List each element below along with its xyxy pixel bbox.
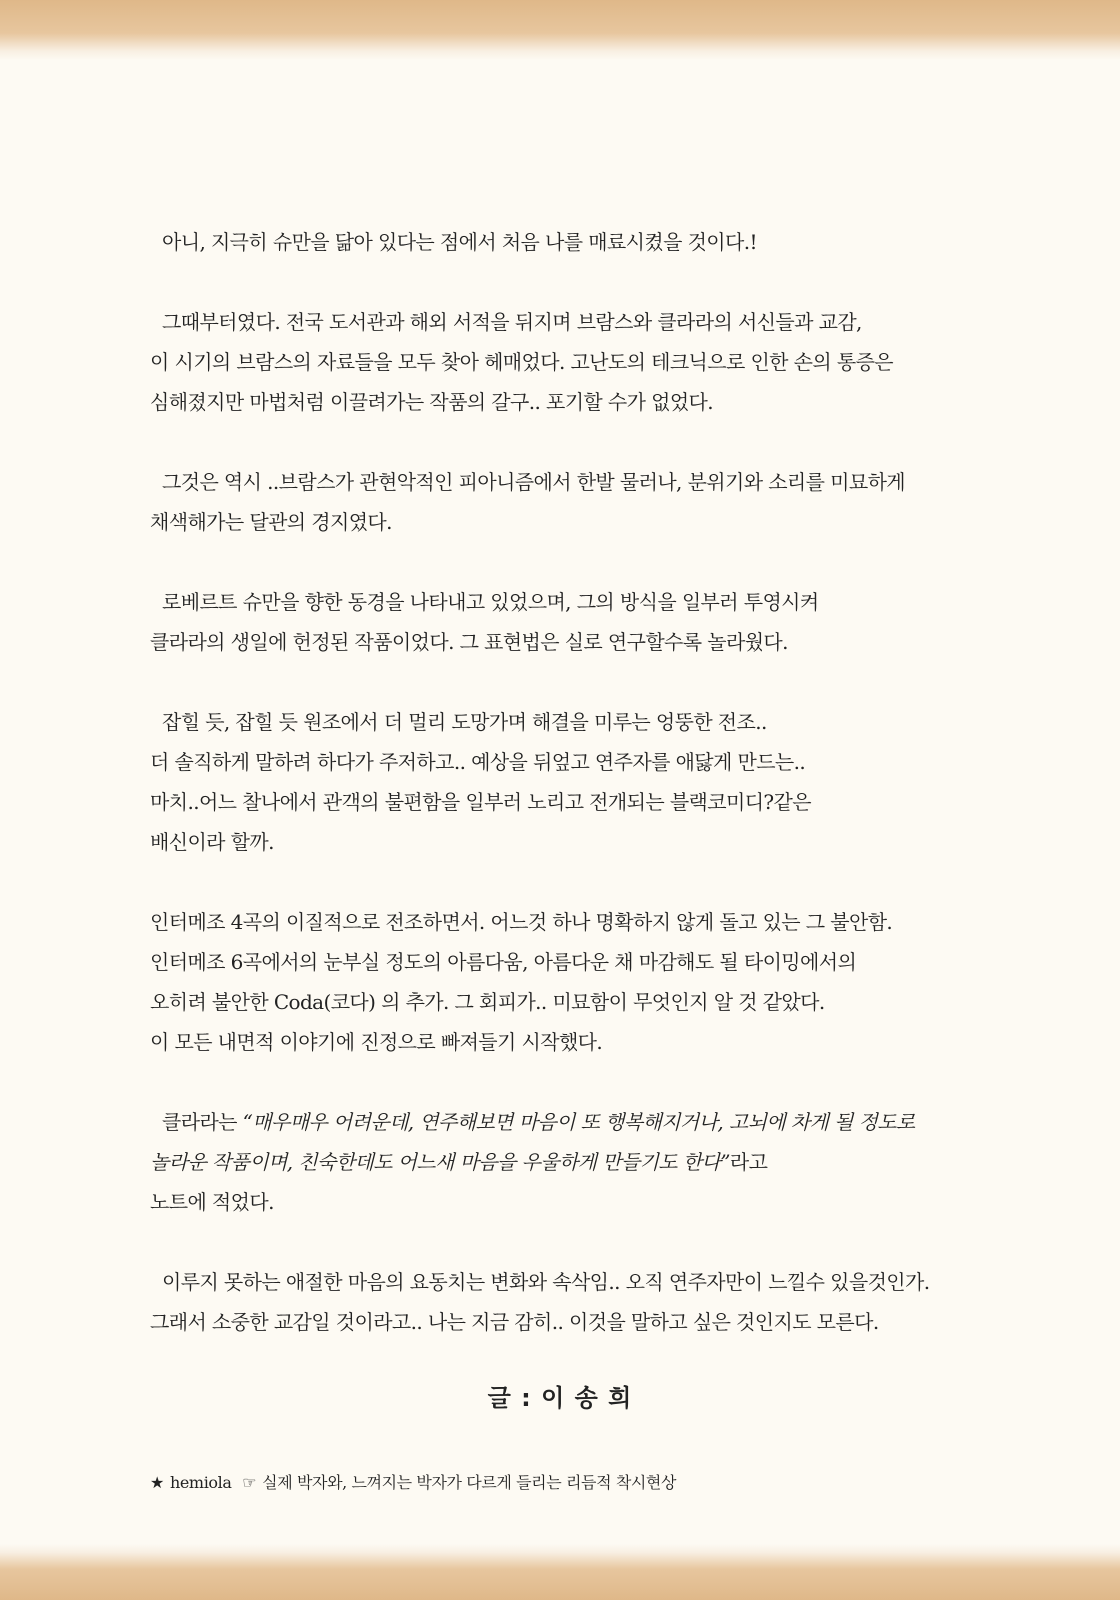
essay-body xyxy=(150,222,1030,1382)
text-line: 채색해가는 달관의 경지였다. xyxy=(150,510,392,534)
paragraph-4 xyxy=(150,582,1030,662)
clara-quote: 놀라운 작품이며, 친숙한데도 어느새 마음을 우울하게 만들기도 한다” xyxy=(150,1150,730,1174)
quote-prefix: 클라라는 xyxy=(162,1110,243,1134)
text-line: 이 시기의 브람스의 자료들을 모두 찾아 헤매었다. 고난도의 테크닉으로 인한 손의 통증은 xyxy=(150,350,894,374)
text-line: 로베르트 슈만을 향한 동경을 나타내고 있었으며, 그의 방식을 일부러 투영시켜 xyxy=(162,590,819,614)
text-line: 이루지 못하는 애절한 마음의 요동치는 변화와 속삭임.. 오직 연주자만이 느낄수 있을것인가. xyxy=(162,1270,930,1294)
text-line xyxy=(150,1142,1030,1182)
text-line: 인터메조 4곡의 이질적으로 전조하면서. 어느것 하나 명확하지 않게 돌고 있는 그 불안함. xyxy=(150,910,893,934)
pointing-hand-icon: ☞ xyxy=(242,1473,257,1492)
star-icon: ★ xyxy=(150,1473,164,1492)
text-line: 그래서 소중한 교감일 것이라고.. 나는 지금 감히.. 이것을 말하고 싶은 것인지도 모른다. xyxy=(150,1310,879,1334)
text-line: 잡힐 듯, 잡힐 듯 원조에서 더 멀리 도망가며 해결을 미루는 엉뚱한 전조.. xyxy=(162,710,767,734)
quote-paragraph xyxy=(150,1102,1030,1222)
text-line: 이 모든 내면적 이야기에 진정으로 빠져들기 시작했다. xyxy=(150,1030,603,1054)
text-line: 오히려 불안한 Coda(코다) 의 추가. 그 회피가.. 미묘함이 무엇인지 알 것 같았다. xyxy=(150,990,825,1014)
author-credit: 글 : 이 송 희 xyxy=(487,1384,633,1412)
text-line: 그때부터였다. 전국 도서관과 해외 서적을 뒤지며 브람스와 클라라의 서신들과 교감, xyxy=(162,310,862,334)
text-line: 심해졌지만 마법처럼 이끌려가는 작품의 갈구.. 포기할 수가 없었다. xyxy=(150,390,714,414)
footnote-definition: 실제 박자와, 느껴지는 박자가 다르게 들리는 리듬적 착시현상 xyxy=(262,1473,677,1492)
quote-suffix: 라고 xyxy=(729,1150,768,1174)
footnote xyxy=(150,1470,682,1493)
paragraph-5 xyxy=(150,702,1030,862)
paragraph-6 xyxy=(150,902,1030,1062)
footnote-term: hemiola xyxy=(169,1473,232,1492)
top-decorative-band xyxy=(0,0,1120,60)
text-line: 배신이라 할까. xyxy=(150,830,274,854)
clara-quote: “매우매우 어려운데, 연주해보면 마음이 또 행복해지거나, 고뇌에 차게 될 정도로 xyxy=(242,1110,915,1134)
paragraph-1 xyxy=(150,222,1030,262)
text-line: 인터메조 6곡에서의 눈부실 정도의 아름다움, 아름다운 채 마감해도 될 타이밍에서의 xyxy=(150,950,857,974)
text-line: 그것은 역시 ..브람스가 관현악적인 피아니즘에서 한발 물러나, 분위기와 소리를 미묘하게 xyxy=(162,470,906,494)
text-line: 아니, 지극히 슈만을 닮아 있다는 점에서 처음 나를 매료시켰을 것이다.! xyxy=(162,230,757,254)
text-line: 노트에 적었다. xyxy=(150,1190,274,1214)
text-line: 더 솔직하게 말하려 하다가 주저하고.. 예상을 뒤엎고 연주자를 애닳게 만드는.. xyxy=(150,750,806,774)
paragraph-2 xyxy=(150,302,1030,422)
bottom-decorative-band xyxy=(0,1544,1120,1600)
paragraph-3 xyxy=(150,462,1030,542)
text-line: 마치..어느 찰나에서 관객의 불편함을 일부러 노리고 전개되는 블랙코미디?같은 xyxy=(150,790,811,814)
text-line xyxy=(150,1102,1030,1142)
closing-paragraph xyxy=(150,1262,1030,1342)
text-line: 클라라의 생일에 헌정된 작품이었다. 그 표현법은 실로 연구할수록 놀라웠다. xyxy=(150,630,788,654)
